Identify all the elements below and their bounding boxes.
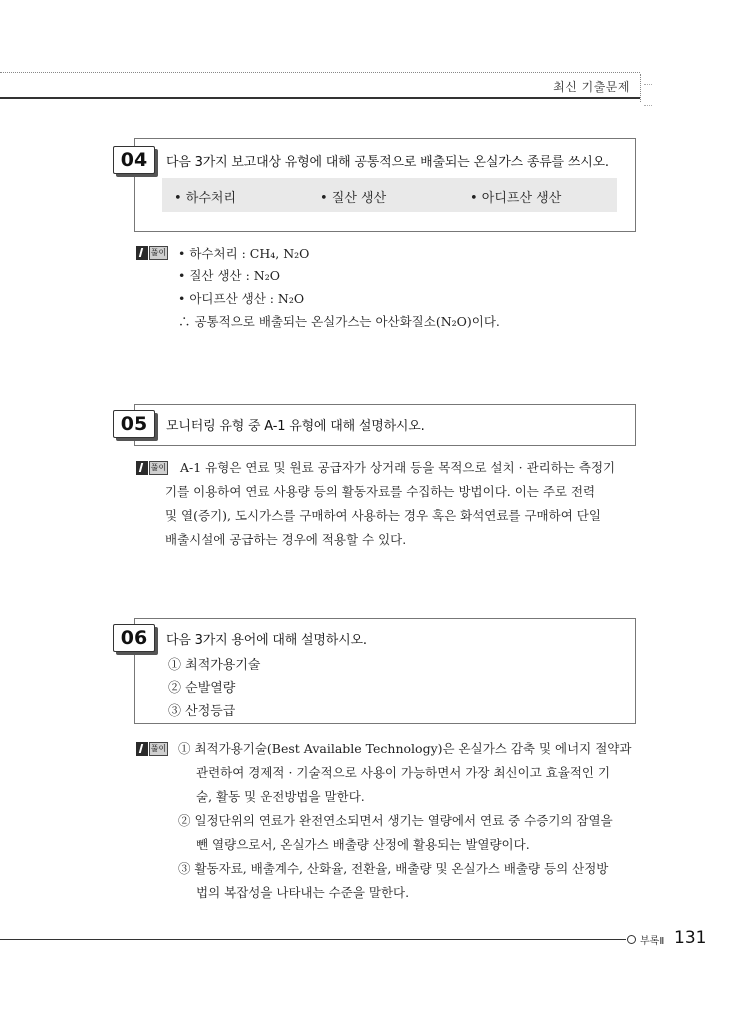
footer-rule bbox=[0, 939, 626, 940]
answer-marker-label: 풀이 bbox=[149, 461, 168, 475]
answer-06-marker bbox=[136, 742, 166, 756]
header-rule bbox=[0, 97, 640, 99]
header-ticks bbox=[644, 84, 652, 106]
question-04-text: 다음 3가지 보고대상 유형에 대해 공통적으로 배출되는 온실가스 종류를 쓰시오. bbox=[166, 155, 609, 170]
answer-06-line-6: ③ 활동자료, 배출계수, 산화율, 전환율, 배출량 및 온실가스 배출량 등의 산정방 bbox=[178, 861, 609, 876]
answer-04-line-1: • 하수처리 : CH₄, N₂O bbox=[178, 246, 310, 261]
answer-05-line-3: 및 열(증기), 도시가스를 구매하여 사용하는 경우 혹은 화석연료를 구매하여 단일 bbox=[165, 508, 601, 523]
option-1: • 하수처리 bbox=[174, 191, 237, 206]
answer-05-line-4: 배출시설에 공급하는 경우에 적용할 수 있다. bbox=[165, 532, 407, 547]
answer-06-line-1: ① 최적가용기술(Best Available Technology)은 온실가스 감축 및 에너지 절약과 bbox=[178, 741, 632, 756]
answer-marker-label: 풀이 bbox=[149, 246, 168, 260]
answer-05-marker bbox=[136, 461, 166, 475]
answer-06-line-3: 술, 활동 및 운전방법을 말한다. bbox=[196, 789, 365, 804]
answer-04-marker bbox=[136, 246, 166, 260]
question-06-item-1: ① 최적가용기술 bbox=[168, 658, 261, 673]
question-06-text: 다음 3가지 용어에 대해 설명하시오. bbox=[166, 633, 367, 648]
answer-marker-icon bbox=[136, 461, 148, 475]
answer-06-line-5: 뺀 열량으로서, 온실가스 배출량 산정에 활용되는 발열량이다. bbox=[196, 837, 530, 852]
answer-06-line-7: 법의 복잡성을 나타내는 수준을 말한다. bbox=[196, 885, 410, 900]
header-dotted-rule bbox=[0, 72, 640, 73]
footer-circle-icon bbox=[627, 935, 636, 944]
option-2: • 질산 생산 bbox=[320, 191, 387, 206]
question-06-number: 06 bbox=[113, 624, 155, 652]
answer-marker-icon bbox=[136, 742, 148, 756]
question-05-number: 05 bbox=[113, 410, 155, 438]
option-3: • 아디프산 생산 bbox=[470, 191, 562, 206]
answer-04-line-4: ∴ 공통적으로 배출되는 온실가스는 아산화질소(N₂O)이다. bbox=[178, 314, 500, 329]
page-number: 131 bbox=[674, 928, 707, 948]
question-04-options bbox=[162, 178, 617, 212]
question-06-item-2: ② 순발열량 bbox=[168, 681, 236, 696]
answer-06-line-2: 관련하여 경제적 · 기술적으로 사용이 가능하면서 가장 최신이고 효율적인 기 bbox=[196, 765, 611, 780]
question-06-item-3: ③ 산정등급 bbox=[168, 704, 236, 719]
question-05-text: 모니터링 유형 중 A-1 유형에 대해 설명하시오. bbox=[166, 419, 425, 434]
answer-04-line-2: • 질산 생산 : N₂O bbox=[178, 268, 280, 283]
question-04-number: 04 bbox=[113, 146, 155, 174]
header-title: 최신 기출문제 bbox=[553, 80, 630, 94]
header-separator bbox=[640, 74, 641, 102]
footer-section: 부록Ⅱ bbox=[640, 936, 665, 947]
answer-marker-icon bbox=[136, 246, 148, 260]
answer-marker-label: 풀이 bbox=[149, 742, 168, 756]
answer-06-line-4: ② 일정단위의 연료가 완전연소되면서 생기는 열량에서 연료 중 수증기의 잠열을 bbox=[178, 813, 613, 828]
answer-05-line-2: 기를 이용하여 연료 사용량 등의 활동자료를 수집하는 방법이다. 이는 주로 전력 bbox=[165, 484, 596, 499]
answer-04-line-3: • 아디프산 생산 : N₂O bbox=[178, 291, 305, 306]
answer-05-line-1: A-1 유형은 연료 및 원료 공급자가 상거래 등을 목적으로 설치 · 관리하는 측정기 bbox=[180, 460, 616, 475]
